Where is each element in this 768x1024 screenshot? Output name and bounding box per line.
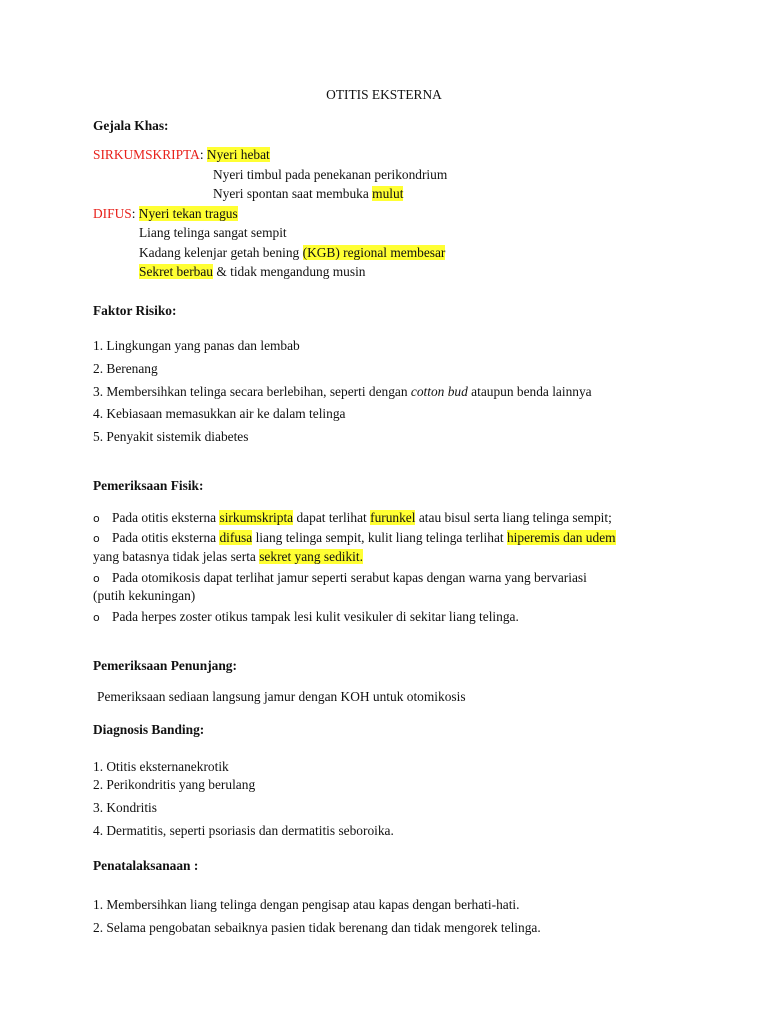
text: liang telinga sempit, kulit liang telinga terlihat <box>252 530 507 545</box>
sirkumskripta-line-3 <box>213 186 403 202</box>
list-item: 2. Perikondritis yang berulang <box>93 777 256 792</box>
sirkumskripta-line-2: Nyeri timbul pada penekanan perikondrium <box>213 167 448 182</box>
heading-pemeriksaan-penunjang: Pemeriksaan Penunjang: <box>93 658 237 673</box>
text: Pada otitis eksterna <box>112 510 220 525</box>
text: Nyeri spontan saat membuka <box>213 186 373 201</box>
highlight-sirkumskripta: sirkumskripta <box>219 510 294 525</box>
list-item <box>93 384 592 400</box>
heading-gejala: Gejala Khas: <box>93 118 169 133</box>
highlight-difusa: difusa <box>219 530 253 545</box>
highlight-hiperemis: hiperemis dan udem <box>506 530 616 545</box>
list-item: 3. Kondritis <box>93 800 157 815</box>
highlight-nyeri-hebat: Nyeri hebat <box>206 147 270 162</box>
heading-pemeriksaan-fisik: Pemeriksaan Fisik: <box>93 478 204 493</box>
list-item: 4. Dermatitis, seperti psoriasis dan dermatitis seboroika. <box>93 823 394 838</box>
penunjang-text: Pemeriksaan sediaan langsung jamur dengan KOH untuk otomikosis <box>97 689 466 704</box>
difus-line-4 <box>139 264 366 280</box>
list-item: 1. Membersihkan liang telinga dengan pengisap atau kapas dengan berhati-hati. <box>93 897 520 912</box>
highlight-kgb: (KGB) regional membesar <box>302 245 446 260</box>
difus-label: DIFUS <box>93 206 132 221</box>
page-title: OTITIS EKSTERNA <box>326 87 442 102</box>
list-item: 5. Penyakit sistemik diabetes <box>93 429 249 444</box>
text: Pada otomikosis dapat terlihat jamur seperti serabut kapas dengan warna yang bervariasi <box>112 570 587 585</box>
text: yang batasnya tidak jelas serta <box>93 549 260 564</box>
difus-line-2: Liang telinga sangat sempit <box>139 225 287 240</box>
difus-line-1 <box>93 206 238 222</box>
text: dapat terlihat <box>293 510 371 525</box>
difus-line-3 <box>139 245 445 261</box>
text: ataupun benda lainnya <box>467 384 592 399</box>
sirkumskripta-line-1 <box>93 147 270 163</box>
list-item: 1. Otitis eksternanekrotik <box>93 759 229 774</box>
bullet-item-continuation: (putih kekuningan) <box>93 588 196 603</box>
list-item: 4. Kebiasaan memasukkan air ke dalam telinga <box>93 406 346 421</box>
heading-faktor-risiko: Faktor Risiko: <box>93 303 177 318</box>
text: Pada herpes zoster otikus tampak lesi kulit vesikuler di sekitar liang telinga. <box>112 609 519 624</box>
bullet-icon: o <box>93 512 100 525</box>
bullet-item <box>93 609 519 626</box>
bullet-item <box>93 530 616 547</box>
bullet-item <box>93 510 612 527</box>
text: & tidak mengandung musin <box>213 264 366 279</box>
heading-penatalaksanaan: Penatalaksanaan : <box>93 858 199 873</box>
colon: : <box>131 206 136 221</box>
bullet-item <box>93 570 587 587</box>
text: 3. Membersihkan telinga secara berlebihan, seperti dengan <box>93 384 411 399</box>
heading-diagnosis-banding: Diagnosis Banding: <box>93 722 205 737</box>
bullet-icon: o <box>93 572 100 585</box>
italic-text: cotton bud <box>410 384 468 399</box>
list-item: 2. Selama pengobatan sebaiknya pasien tidak berenang dan tidak mengorek telinga. <box>93 920 541 935</box>
sirkumskripta-label: SIRKUMSKRIPTA <box>93 147 200 162</box>
bullet-icon: o <box>93 532 100 545</box>
bullet-icon: o <box>93 611 100 624</box>
highlight-furunkel: furunkel <box>370 510 416 525</box>
list-item: 2. Berenang <box>93 361 158 376</box>
text: Kadang kelenjar getah bening <box>139 245 303 260</box>
highlight-mulut: mulut <box>372 186 404 201</box>
highlight-sekret-sedikit: sekret yang sedikit. <box>259 549 363 564</box>
colon: : <box>199 147 204 162</box>
list-item: 1. Lingkungan yang panas dan lembab <box>93 338 300 353</box>
bullet-item-continuation <box>93 549 363 565</box>
highlight-sekret-berbau: Sekret berbau <box>139 264 213 279</box>
text: atau bisul serta liang telinga sempit; <box>415 510 612 525</box>
highlight-nyeri-tekan-tragus: Nyeri tekan tragus <box>138 206 238 221</box>
text: Pada otitis eksterna <box>112 530 220 545</box>
